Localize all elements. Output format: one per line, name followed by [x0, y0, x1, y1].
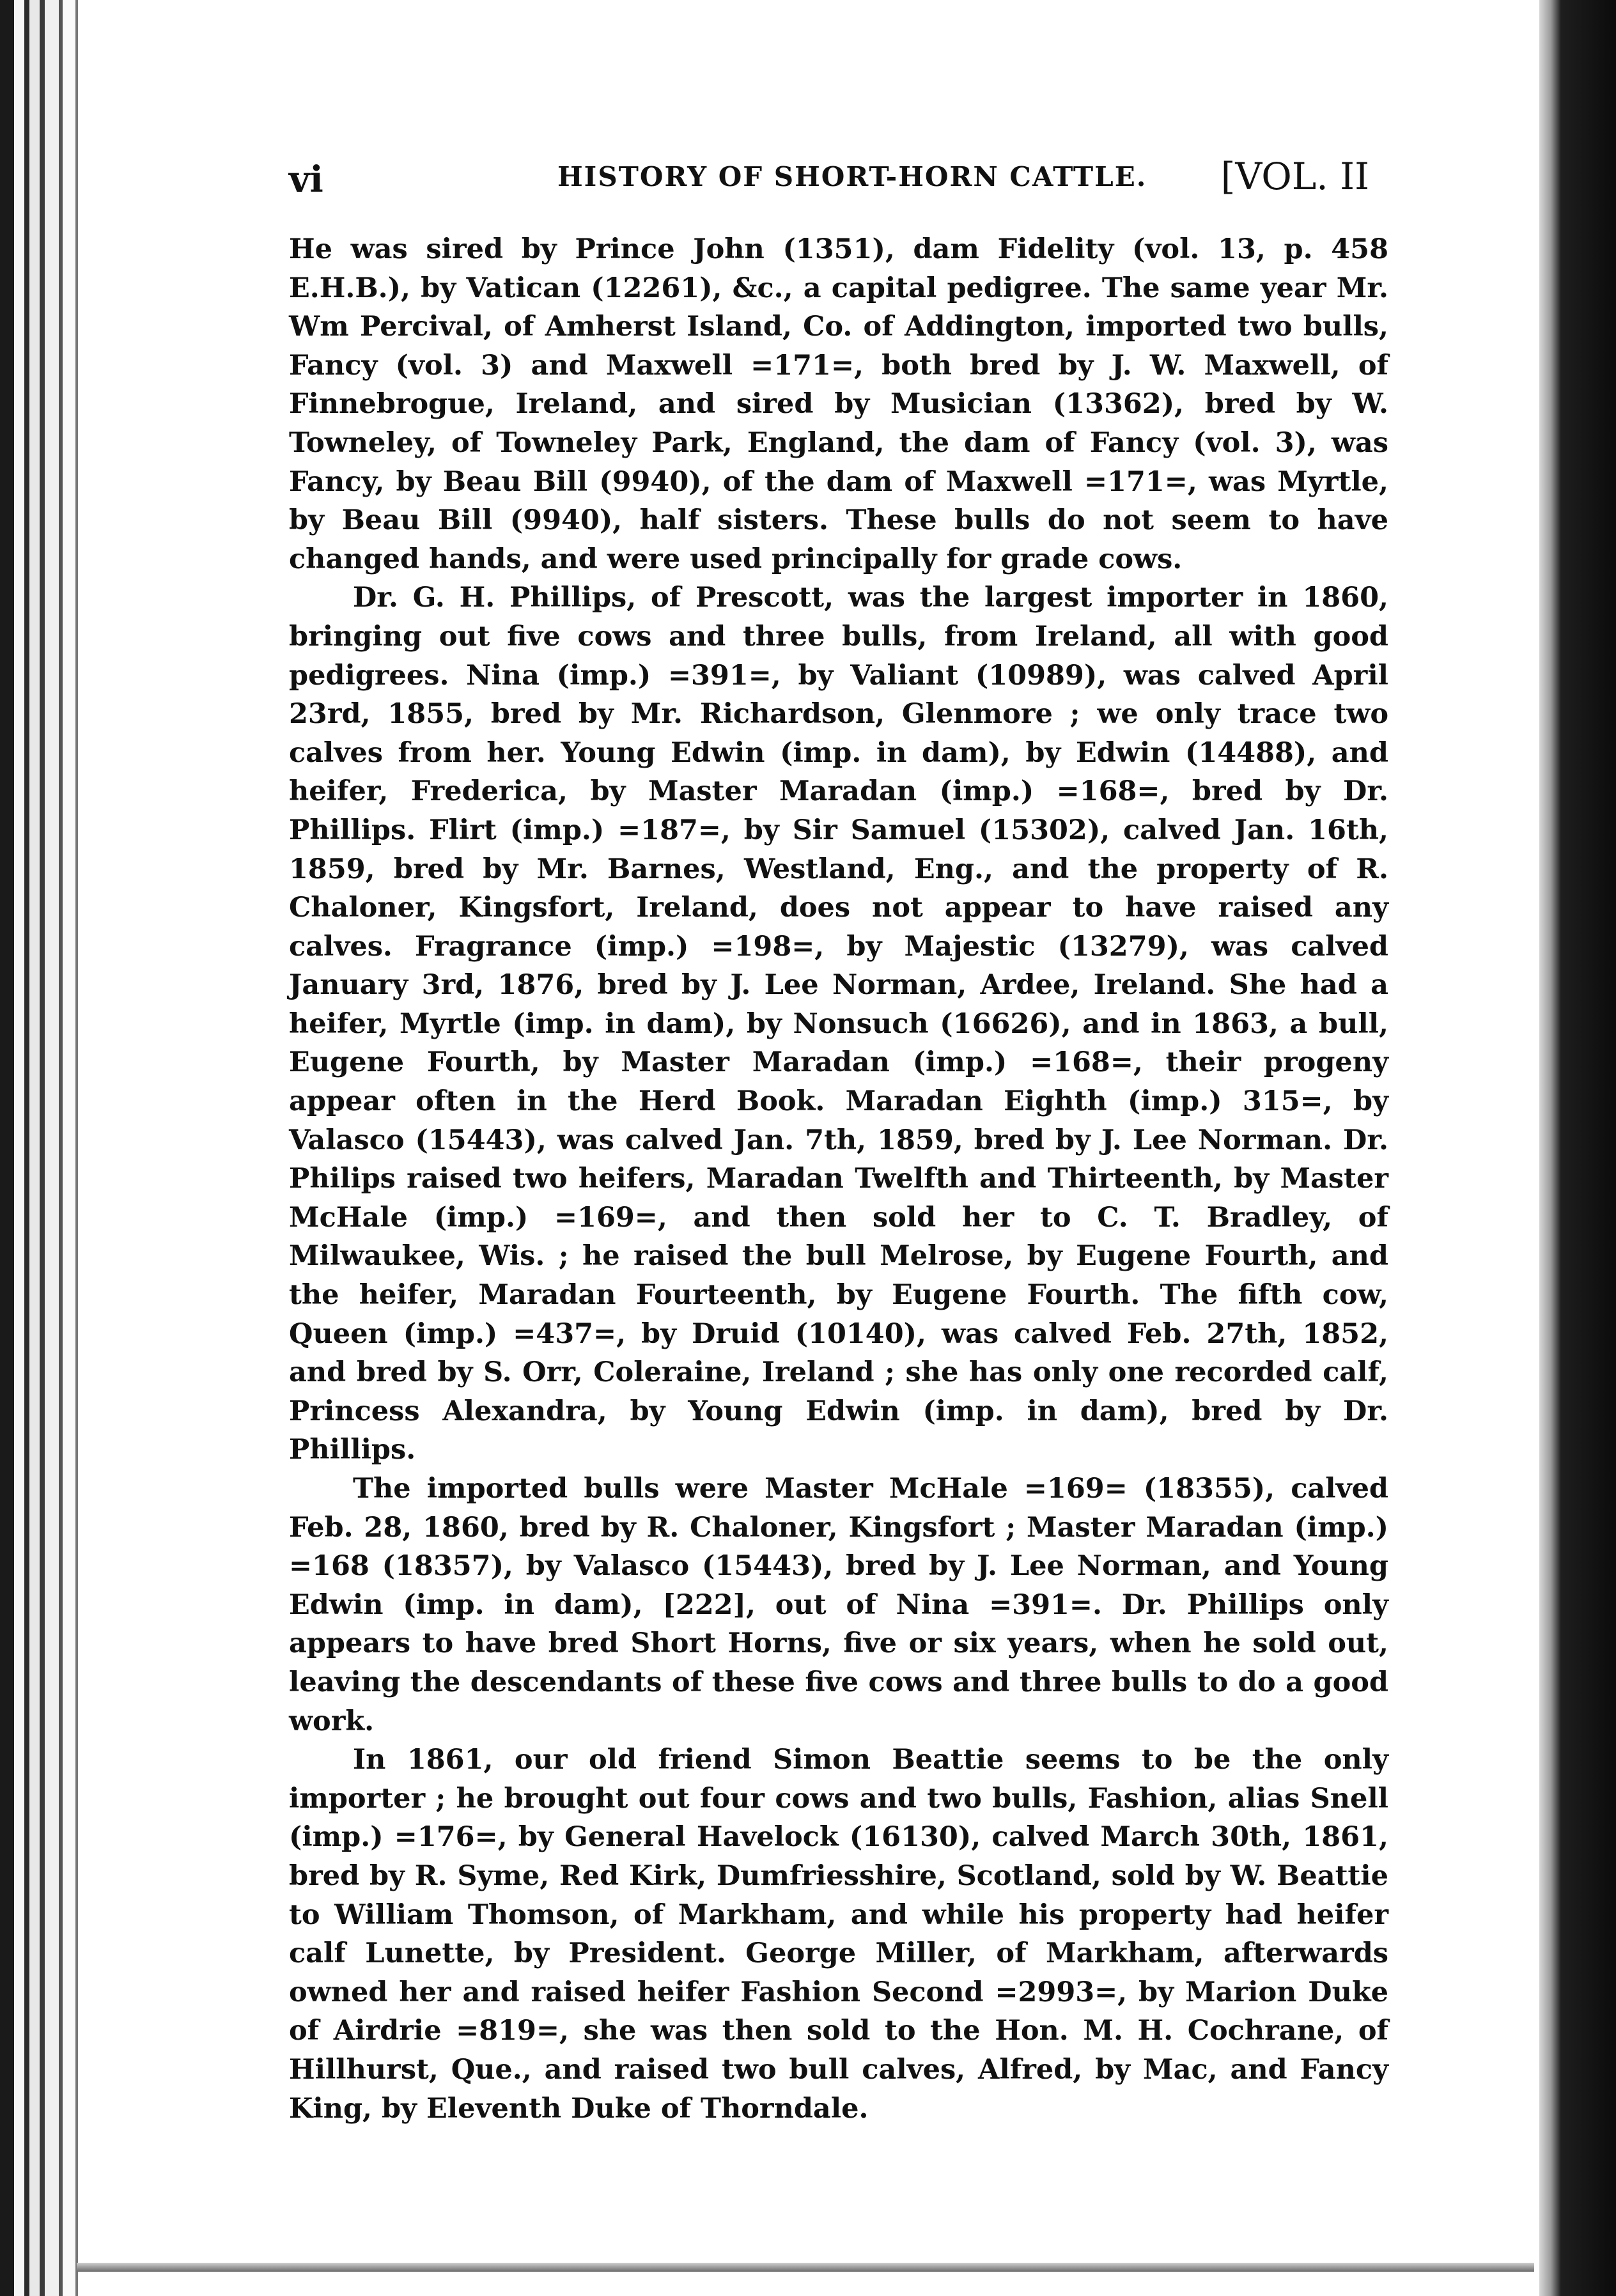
- paragraph-3: The imported bulls were Master McHale =169= (18355), calved Feb. 28, 1860, bred by R. Chaloner, Kingsfort ; Master Maradan (imp.) =168 (18357), by Valasco (15443), bred by J. Lee Norman, and Young Edwin (imp. in dam), [222], out of Nina =391=. Dr. Phillips only appears to have bred Short Horns, five or six years, when he sold out, leaving the descendants of these five cows and three bulls to do a good work.: [289, 1473, 1388, 1737]
- page-right-border: [1539, 0, 1616, 2296]
- paragraph-4: In 1861, our old friend Simon Beattie seems to be the only importer ; he brought out four cows and two bulls, Fashion, alias Snell (imp.) =176=, by General Havelock (16130), calved March 30th, 1861, bred by R. Syme, Red Kirk, Dumfriesshire, Scotland, sold by W. Beattie to William Thomson, of Markham, and while his property had heifer calf Lunette, by President. George Miller, of Markham, afterwards owned her and raised heifer Fashion Second =2993=, by Marion Duke of Airdrie =819=, she was then sold to the Hon. M. H. Cochrane, of Hillhurst, Que., and raised two bull calves, Alfred, by Mac, and Fancy King, by Eleventh Duke of Thorndale.: [289, 1744, 1388, 2125]
- running-title: HISTORY OF SHORT-HORN CATTLE.: [557, 161, 1147, 192]
- paragraph-2: Dr. G. H. Phillips, of Prescott, was the largest importer in 1860, bringing out five cows and three bulls, from Ireland, all with good pedigrees. Nina (imp.) =391=, by Valiant (10989), was calved April 23rd, 1855, bred by Mr. Richardson, Glenmore ; we only trace two calves from her. Young Edwin (imp. in dam), by Edwin (14488), and heifer, Frederica, by Master Maradan (imp.) =168=, bred by Dr. Phillips. Flirt (imp.) =187=, by Sir Samuel (15302), calved Jan. 16th, 1859, bred by Mr. Barnes, Westland, Eng., and the property of R. Chaloner, Kingsfort, Ireland, does not appear to have raised any calves. Fragrance (imp.) =198=, by Majestic (13279), was calved January 3rd, 1876, bred by J. Lee Norman, Ardee, Ireland. She had a heifer, Myrtle (imp. in dam), by Nonsuch (16626), and in 1863, a bull, Eugene Fourth, by Master Maradan (imp.) =168=, their progeny appear often in the Herd Book. Maradan Eighth (imp.) 315=, by Valasco (15443), was calved Jan. 7th, 1859, bred by J. Lee Norman. Dr. Philips raised two heifers, Maradan Twelfth and Thirteenth, by Master McHale (imp.) =169=, and then sold her to C. T. Bradley, of Milwaukee, Wis. ; he raised the bull Melrose, by Eugene Fourth, and the heifer, Maradan Fourteenth, by Eugene Fourth. The fifth cow, Queen (imp.) =437=, by Druid (10140), was calved Feb. 27th, 1852, and bred by S. Orr, Coleraine, Ireland ; she has only one recorded calf, Princess Alexandra, by Young Edwin (imp. in dam), bred by Dr. Phillips.: [289, 582, 1388, 1466]
- book-spine-edge: [0, 0, 89, 2296]
- page-number: vi: [289, 159, 323, 201]
- paragraph-1: He was sired by Prince John (1351), dam Fidelity (vol. 13, p. 458 E.H.B.), by Vatican (12261), &c., a capital pedigree. The same year Mr. Wm Percival, of Amherst Island, Co. of Addington, imported two bulls, Fancy (vol. 3) and Maxwell =171=, both bred by J. W. Maxwell, of Finnebrogue, Ireland, and sired by Musician (13362), bred by W. Towneley, of Towneley Park, England, the dam of Fancy (vol. 3), was Fancy, by Beau Bill (9940), of the dam of Maxwell =171=, was Myrtle, by Beau Bill (9940), half sisters. These bulls do not seem to have changed hands, and were used principally for grade cows.: [289, 233, 1388, 575]
- page-header: [289, 155, 1369, 212]
- page-bottom-edge: [77, 2263, 1534, 2272]
- volume-label: [VOL. II: [1220, 155, 1369, 198]
- page-body: [289, 230, 1388, 2128]
